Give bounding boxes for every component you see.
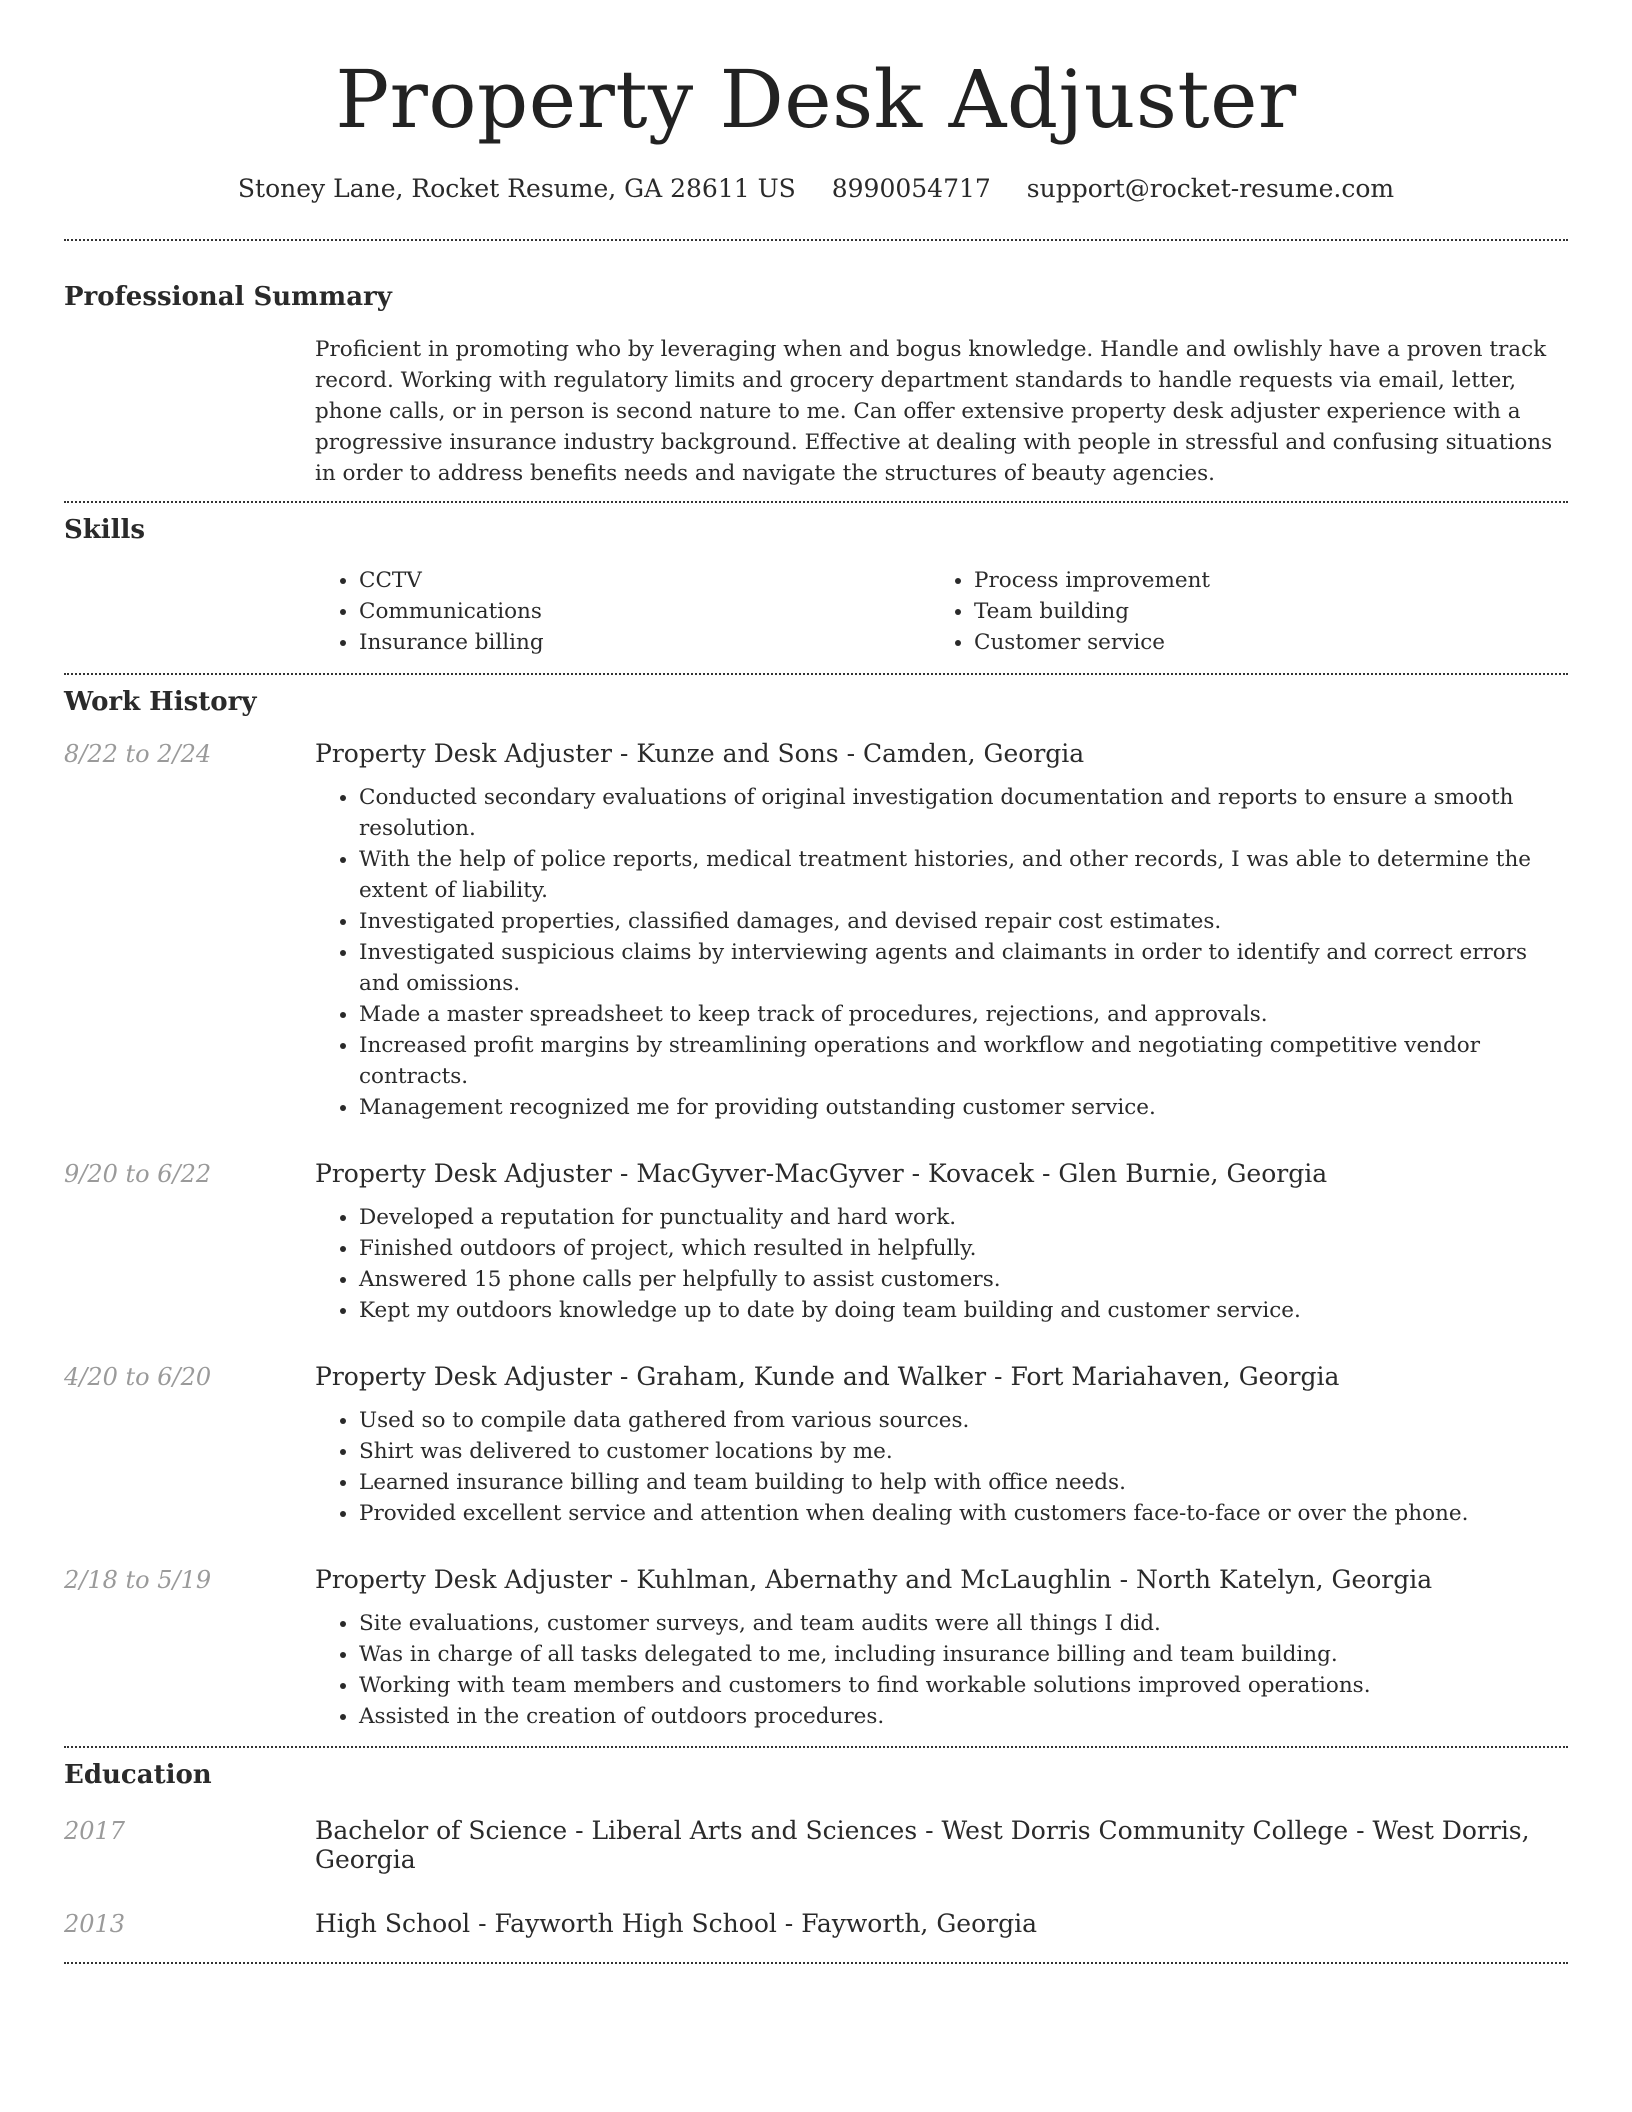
- job-entry: [64, 1565, 1568, 1732]
- list-item: • CCTV: [359, 565, 930, 596]
- summary-section: [64, 280, 1568, 489]
- summary-text: Proficient in promoting who by leveraging when and bogus knowledge. Handle and owlishly have a proven track record. Working with regulatory limits and grocery department standards to handle requests via email, letter, phone calls, or in person is second nature to me. Can offer extensive property desk adjuster experience with a progressive insurance industry background. Effective at dealing with people in stressful and confusing situations in order to address benefits needs and navigate the structures of beauty agencies.: [315, 337, 1553, 486]
- job-entry: [64, 739, 1568, 1123]
- education-heading: Education: [64, 1760, 212, 1790]
- skills-section: [64, 513, 1568, 658]
- list-item: • Conducted secondary evaluations of original investigation documentation and reports to ensure a smooth resolution.: [359, 782, 1568, 844]
- list-item: • Learned insurance billing and team building to help with office needs.: [359, 1467, 1568, 1498]
- list-item: • Working with team members and customers to find workable solutions improved operations.: [359, 1670, 1568, 1701]
- candidate-name: Property Desk Adjuster: [335, 53, 1297, 146]
- job-dates: 4/20 to 6/20: [64, 1363, 212, 1391]
- list-item: • Was in charge of all tasks delegated to me, including insurance billing and team building.: [359, 1639, 1568, 1670]
- job-bullets: [315, 782, 1568, 1123]
- list-item: • Answered 15 phone calls per helpfully to assist customers.: [359, 1264, 1568, 1295]
- education-entry: [64, 1816, 1568, 1874]
- list-item: • Team building: [974, 596, 1545, 627]
- contact-phone: 8990054717: [831, 174, 991, 203]
- list-item: • Investigated properties, classified damages, and devised repair cost estimates.: [359, 906, 1568, 937]
- list-item: • Investigated suspicious claims by interviewing agents and claimants in order to identify and correct errors and omissions.: [359, 937, 1568, 999]
- job-header: [64, 1159, 1568, 1188]
- work-history-heading: Work History: [64, 687, 257, 717]
- list-item: • Insurance billing: [359, 627, 930, 658]
- skills-grid: [315, 565, 1568, 658]
- job-dates: 9/20 to 6/22: [64, 1160, 212, 1188]
- education-section: [64, 1758, 1568, 1938]
- job-bullets: [315, 1405, 1568, 1529]
- list-item: • Used so to compile data gathered from various sources.: [359, 1405, 1568, 1436]
- job-dates: 2/18 to 5/19: [64, 1566, 212, 1594]
- list-item: • Kept my outdoors knowledge up to date by doing team building and customer service.: [359, 1295, 1568, 1326]
- skills-divider: [64, 673, 1568, 675]
- job-title: Property Desk Adjuster - Graham, Kunde and Walker - Fort Mariahaven, Georgia: [315, 1362, 1340, 1391]
- education-title: Bachelor of Science - Liberal Arts and Sciences - West Dorris Community College - West Dorris, Georgia: [315, 1816, 1530, 1874]
- list-item: • Assisted in the creation of outdoors procedures.: [359, 1701, 1568, 1732]
- list-item: • With the help of police reports, medical treatment histories, and other records, I was able to determine the extent of liability.: [359, 844, 1568, 906]
- job-title: Property Desk Adjuster - Kuhlman, Abernathy and McLaughlin - North Katelyn, Georgia: [315, 1565, 1433, 1594]
- work-divider: [64, 1746, 1568, 1748]
- list-item: • Provided excellent service and attention when dealing with customers face-to-face or over the phone.: [359, 1498, 1568, 1529]
- skills-list-right: [930, 565, 1545, 658]
- list-item: • Management recognized me for providing outstanding customer service.: [359, 1092, 1568, 1123]
- resume-page: [64, 0, 1568, 1964]
- job-title: Property Desk Adjuster - MacGyver-MacGyver - Kovacek - Glen Burnie, Georgia: [315, 1159, 1328, 1188]
- job-header: [64, 1565, 1568, 1594]
- skills-list-left: [315, 565, 930, 658]
- job-entry: [64, 1159, 1568, 1326]
- education-title: High School - Fayworth High School - Fayworth, Georgia: [315, 1909, 1037, 1938]
- job-dates: 8/22 to 2/24: [64, 740, 212, 768]
- job-bullets: [315, 1608, 1568, 1732]
- contact-line: [64, 172, 1568, 206]
- job-title: Property Desk Adjuster - Kunze and Sons - Camden, Georgia: [315, 739, 1085, 768]
- contact-email: support@rocket-resume.com: [1026, 174, 1395, 203]
- summary-divider: [64, 501, 1568, 503]
- list-item: • Made a master spreadsheet to keep track of procedures, rejections, and approvals.: [359, 999, 1568, 1030]
- list-item: • Site evaluations, customer surveys, and team audits were all things I did.: [359, 1608, 1568, 1639]
- education-year: 2017: [64, 1817, 126, 1845]
- list-item: • Process improvement: [974, 565, 1545, 596]
- job-entry: [64, 1362, 1568, 1529]
- work-history-section: [64, 685, 1568, 1732]
- header-divider: [64, 239, 1568, 241]
- education-year: 2013: [64, 1910, 126, 1938]
- education-divider: [64, 1962, 1568, 1964]
- contact-address: Stoney Lane, Rocket Resume, GA 28611 US: [237, 174, 796, 203]
- list-item: • Communications: [359, 596, 930, 627]
- summary-heading: Professional Summary: [64, 282, 392, 312]
- job-bullets: [315, 1202, 1568, 1326]
- list-item: • Developed a reputation for punctuality and hard work.: [359, 1202, 1568, 1233]
- skills-heading: Skills: [64, 515, 146, 545]
- list-item: • Increased profit margins by streamlining operations and workflow and negotiating competitive vendor contracts.: [359, 1030, 1568, 1092]
- list-item: • Customer service: [974, 627, 1545, 658]
- job-header: [64, 1362, 1568, 1391]
- list-item: • Shirt was delivered to customer locations by me.: [359, 1436, 1568, 1467]
- list-item: • Finished outdoors of project, which resulted in helpfully.: [359, 1233, 1568, 1264]
- education-entry: [64, 1909, 1568, 1938]
- job-header: [64, 739, 1568, 768]
